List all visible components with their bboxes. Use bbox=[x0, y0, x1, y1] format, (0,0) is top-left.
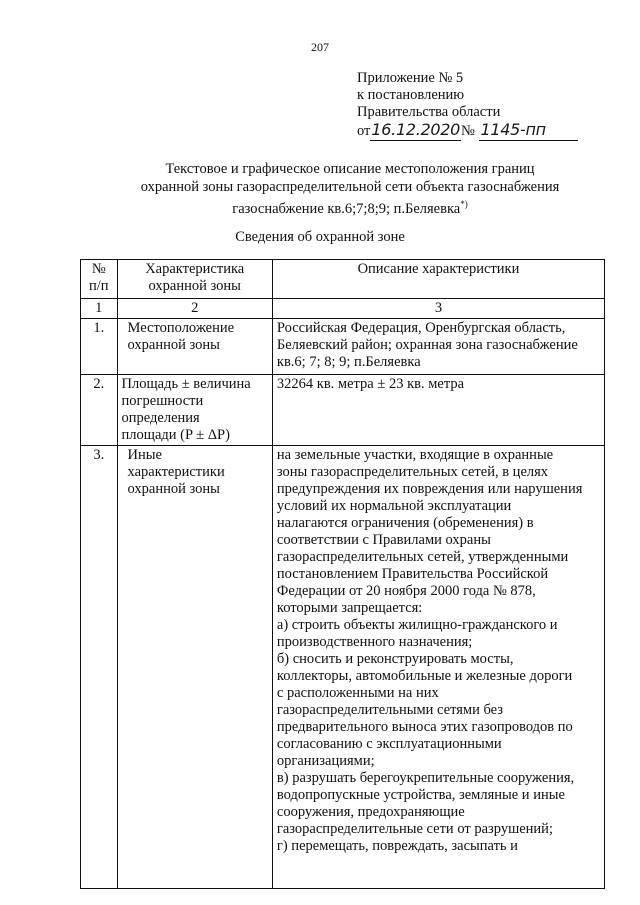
row-description-line: в) разрушать берегоукрепительные сооружения, bbox=[276, 770, 575, 786]
protection-zone-table bbox=[80, 259, 605, 889]
row-characteristic-line: площади (P ± ΔP) bbox=[121, 427, 230, 443]
handwritten-number: 1145-пп bbox=[480, 120, 546, 139]
row-description-line: Российская Федерация, Оренбургская область, bbox=[276, 320, 566, 336]
row-characteristic-line: охранной зоны bbox=[127, 337, 220, 353]
row-description bbox=[272, 446, 604, 889]
row-description-line: условий их нормальной эксплуатации bbox=[276, 498, 512, 514]
row-description-line: на земельные участки, входящие в охранные bbox=[276, 447, 554, 463]
row-description-line: коллекторы, автомобильные и железные дороги bbox=[276, 668, 573, 684]
row-description-line: б) сносить и реконструировать мосты, bbox=[276, 651, 514, 667]
row-description-line: с расположенными на них bbox=[276, 685, 439, 701]
table-row bbox=[81, 375, 605, 446]
date-prefix: от bbox=[357, 123, 371, 139]
appendix-date-line bbox=[357, 121, 578, 141]
title-line-2: охранной зоны газораспределительной сети объекта газоснабжения bbox=[140, 178, 560, 195]
row-number: 1. bbox=[81, 319, 118, 375]
row-description-line: сооружения, предохраняющие bbox=[276, 804, 465, 820]
row-description bbox=[272, 319, 604, 375]
header-description: Описание характеристики bbox=[272, 260, 604, 299]
title-line-1: Текстовое и графическое описание местоположения границ bbox=[165, 161, 535, 177]
row-description-line: а) строить объекты жилищно-гражданского и bbox=[276, 617, 558, 633]
column-number-row bbox=[81, 299, 605, 319]
table-row bbox=[81, 446, 605, 889]
row-description-line: 32264 кв. метра ± 23 кв. метра bbox=[276, 376, 465, 392]
row-description-line: соответствии с Правилами охраны bbox=[276, 532, 491, 548]
row-description-line: производственного назначения; bbox=[276, 634, 473, 650]
column-number-3: 3 bbox=[272, 299, 604, 319]
appendix-block bbox=[357, 70, 578, 141]
number-prefix: № bbox=[461, 123, 475, 139]
title-footnote-mark: *) bbox=[460, 199, 468, 209]
header-num: № п/п bbox=[81, 260, 118, 299]
row-number: 3. bbox=[81, 446, 118, 889]
column-number-1: 1 bbox=[81, 299, 118, 319]
row-description-line: газораспределительными сетями без bbox=[276, 702, 504, 718]
row-description-line: согласованию с эксплуатационными bbox=[276, 736, 502, 752]
row-number: 2. bbox=[81, 375, 118, 446]
row-characteristic-line: погрешности bbox=[121, 393, 204, 409]
row-characteristic-line: Иные bbox=[127, 447, 162, 463]
row-characteristic bbox=[117, 446, 272, 889]
row-description bbox=[272, 375, 604, 446]
page-number: 207 bbox=[311, 40, 329, 54]
appendix-line-2: к постановлению bbox=[357, 87, 465, 103]
row-description-line: г) перемещать, повреждать, засыпать и bbox=[276, 838, 518, 854]
section-title: Сведения об охранной зоне bbox=[235, 229, 405, 245]
row-description-line: Федерации от 20 ноября 2000 года № 878, bbox=[276, 583, 536, 599]
table-row bbox=[81, 319, 605, 375]
row-characteristic-line: характеристики bbox=[127, 464, 225, 480]
row-description-line: зоны газораспределительных сетей, в целях bbox=[276, 464, 549, 480]
appendix-line-3: Правительства области bbox=[357, 104, 501, 120]
row-description-line: газораспределительных сетей, утвержденными bbox=[276, 549, 569, 565]
row-characteristic-line: определения bbox=[121, 410, 200, 426]
title-line-3-wrap bbox=[60, 196, 640, 218]
row-description-line: предупреждения их повреждения или нарушения bbox=[276, 481, 583, 497]
row-description-line: постановлением Правительства Российской bbox=[276, 566, 549, 582]
row-description-line: которыми запрещается: bbox=[276, 600, 423, 616]
row-description-line: кв.6; 7; 8; 9; п.Беляевка bbox=[276, 354, 421, 370]
row-description-line: газораспределительные сети от разрушений; bbox=[276, 821, 553, 837]
row-description-line: организациями; bbox=[276, 753, 375, 769]
row-description-line: предварительного выноса этих газопроводов по bbox=[276, 719, 573, 735]
row-characteristic bbox=[117, 375, 272, 446]
header-characteristic: Характеристика охранной зоны bbox=[117, 260, 272, 299]
row-description-line: водопропускные устройства, земляные и иные bbox=[276, 787, 565, 803]
row-characteristic-line: охранной зоны bbox=[127, 481, 220, 497]
title-line-3: газоснабжение кв.6;7;8;9; п.Беляевка bbox=[232, 200, 461, 217]
row-characteristic-line: Площадь ± величина bbox=[121, 376, 251, 392]
handwritten-date: 16.12.2020 bbox=[371, 120, 461, 139]
appendix-line-1: Приложение № 5 bbox=[357, 70, 464, 86]
table-header-row bbox=[81, 260, 605, 299]
row-characteristic-line: Местоположение bbox=[127, 320, 235, 336]
row-description-line: налагаются ограничения (обременения) в bbox=[276, 515, 534, 531]
column-number-2: 2 bbox=[117, 299, 272, 319]
document-title bbox=[60, 161, 640, 218]
row-characteristic bbox=[117, 319, 272, 375]
row-description-line: Беляевский район; охранная зона газоснабжение bbox=[276, 337, 578, 353]
